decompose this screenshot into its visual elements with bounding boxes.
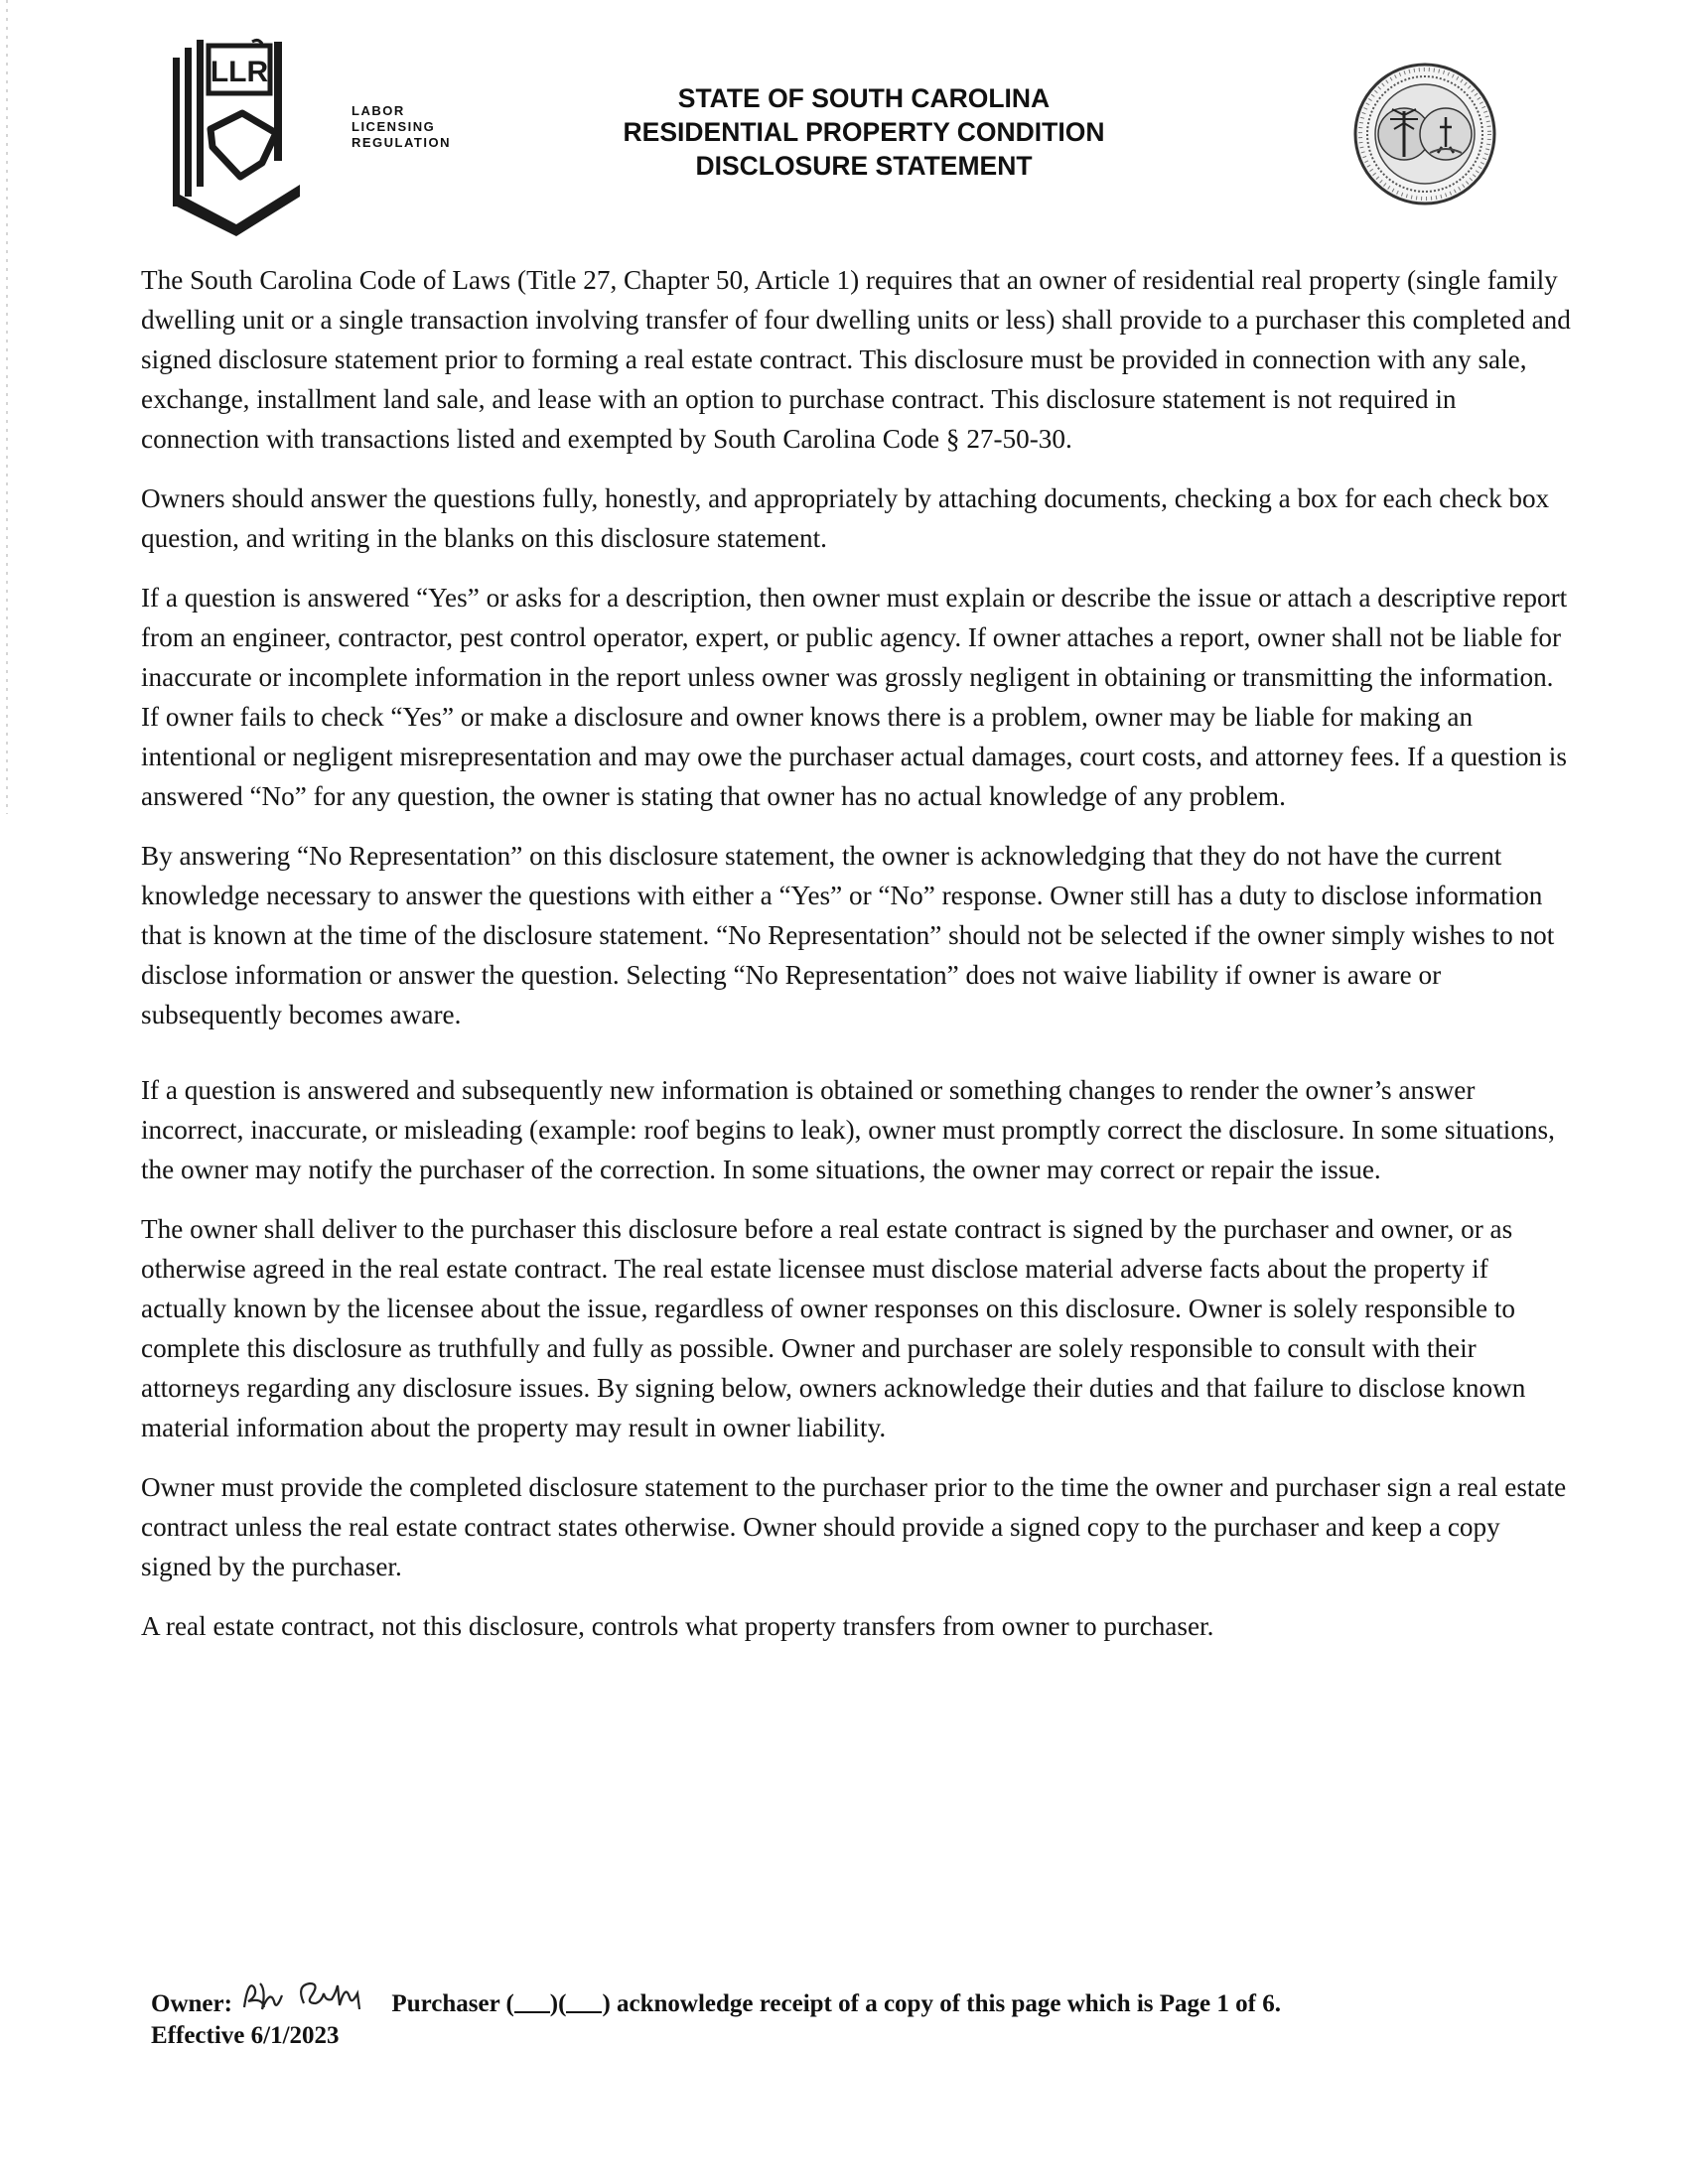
paragraph-code-of-laws: The South Carolina Code of Laws (Title 27, Chapter 50, Article 1) requires that an owner of residential real property (single family dwelling unit or a single transaction involving transfer of four dwelling units or less) shall provide to a purchaser this completed and signed disclosure statement prior to forming a real estate contract. This disclosure must be provided in connection with any sale, exchange, installment land sale, and lease with an option to purchase contract. This disclosure statement is not required in connection with transactions listed and exempted by South Carolina Code § 27-50-30. xyxy=(141,265,1571,454)
header xyxy=(0,0,1692,248)
purchaser-initial-blank-2[interactable] xyxy=(566,1989,602,2013)
paragraph-contract-controls: A real estate contract, not this disclosure, controls what property transfers from owner to purchaser. xyxy=(141,1611,1214,1641)
acknowledgment-text: ) acknowledge receipt of a copy of this page which is Page 1 of 6. xyxy=(602,1990,1281,2017)
logo-wordmark xyxy=(352,103,451,151)
paragraph-no-representation: By answering “No Representation” on this disclosure statement, the owner is acknowledging that they do not have the current knowledge necessary to answer the questions with either a “Yes” or “No” response. Owner still has a duty to disclose information that is known at the time of the disclosure statement. “No Representation” should not be selected if the owner simply wishes to not disclose information or answer the question. Selecting “No Representation” does not waive liability if owner is aware or subsequently becomes aware. xyxy=(141,841,1555,1029)
paragraph-changes: If a question is answered and subsequently new information is obtained or something changes to render the owner’s answer incorrect, inaccurate, or misleading (example: roof begins to leak), owner must promptly correct the disclosure. In some situations, the owner may notify the purchaser of the correction. In some situations, the owner may correct or repair the issue. xyxy=(141,1075,1555,1184)
paragraph-answer-fully: Owners should answer the questions fully, honestly, and appropriately by attaching documents, checking a box for each check box question, and writing in the blanks on this disclosure statement. xyxy=(141,483,1550,553)
paragraph-signed-copy: Owner must provide the completed disclosure statement to the purchaser prior to the time the owner and purchaser sign a real estate contract unless the real estate contract states otherwise. Owner should provide a signed copy to the purchaser and keep a copy signed by the purchaser. xyxy=(141,1472,1567,1581)
llr-logo-mark: LLR xyxy=(210,56,269,88)
title-line-2: RESIDENTIAL PROPERTY CONDITION xyxy=(623,117,1105,147)
owner-label: Owner: xyxy=(151,1990,232,2017)
paragraph-yes-answers: If a question is answered “Yes” or asks for a description, then owner must explain or describe the issue or attach a descriptive report from an engineer, contractor, pest control operator, expert, or public agency. If owner attaches a report, owner shall not be liable for inaccurate or incomplete information in the report unless owner was grossly negligent in obtaining or transmitting the information. If owner fails to check “Yes” or make a disclosure and owner knows there is a problem, owner may be liable for making an intentional or negligent misrepresentation and may owe the purchaser actual damages, court costs, and attorney fees. If a question is answered “No” for any question, the owner is stating that owner has no actual knowledge of any problem. xyxy=(141,583,1568,811)
llr-logo xyxy=(167,38,346,236)
acknowledgment-line xyxy=(151,1974,1581,2020)
logo-line-regulation: REGULATION xyxy=(352,135,451,150)
state-seal-icon xyxy=(1352,62,1497,206)
owner-signature xyxy=(238,1974,385,2017)
effective-date: Effective 6/1/2023 xyxy=(151,2022,340,2049)
title-line-3: DISCLOSURE STATEMENT xyxy=(695,151,1033,181)
purchaser-initial-blank-1[interactable] xyxy=(514,1989,550,2013)
page-title xyxy=(556,81,1172,183)
acknowledgment-footer xyxy=(151,1974,1581,2052)
logo-line-licensing: LICENSING xyxy=(352,119,436,134)
disclosure-body xyxy=(141,260,1571,1666)
paren-separator: )( xyxy=(549,1990,567,2017)
logo-line-labor: LABOR xyxy=(352,103,405,118)
title-line-1: STATE OF SOUTH CAROLINA xyxy=(677,83,1051,113)
paragraph-delivery: The owner shall deliver to the purchaser this disclosure before a real estate contract is signed by the purchaser and owner, or as otherwise agreed in the real estate contract. The real estate licensee must disclose material adverse facts about the property if actually known by the licensee about the issue, regardless of owner responses on this disclosure. Owner is solely responsible to complete this disclosure as truthfully and fully as possible. Owner and purchaser are solely responsible to consult with their attorneys regarding any disclosure issues. By signing below, owners acknowledge their duties and that failure to disclose known material information about the property may result in owner liability. xyxy=(141,1214,1526,1442)
purchaser-label: Purchaser ( xyxy=(391,1990,514,2017)
